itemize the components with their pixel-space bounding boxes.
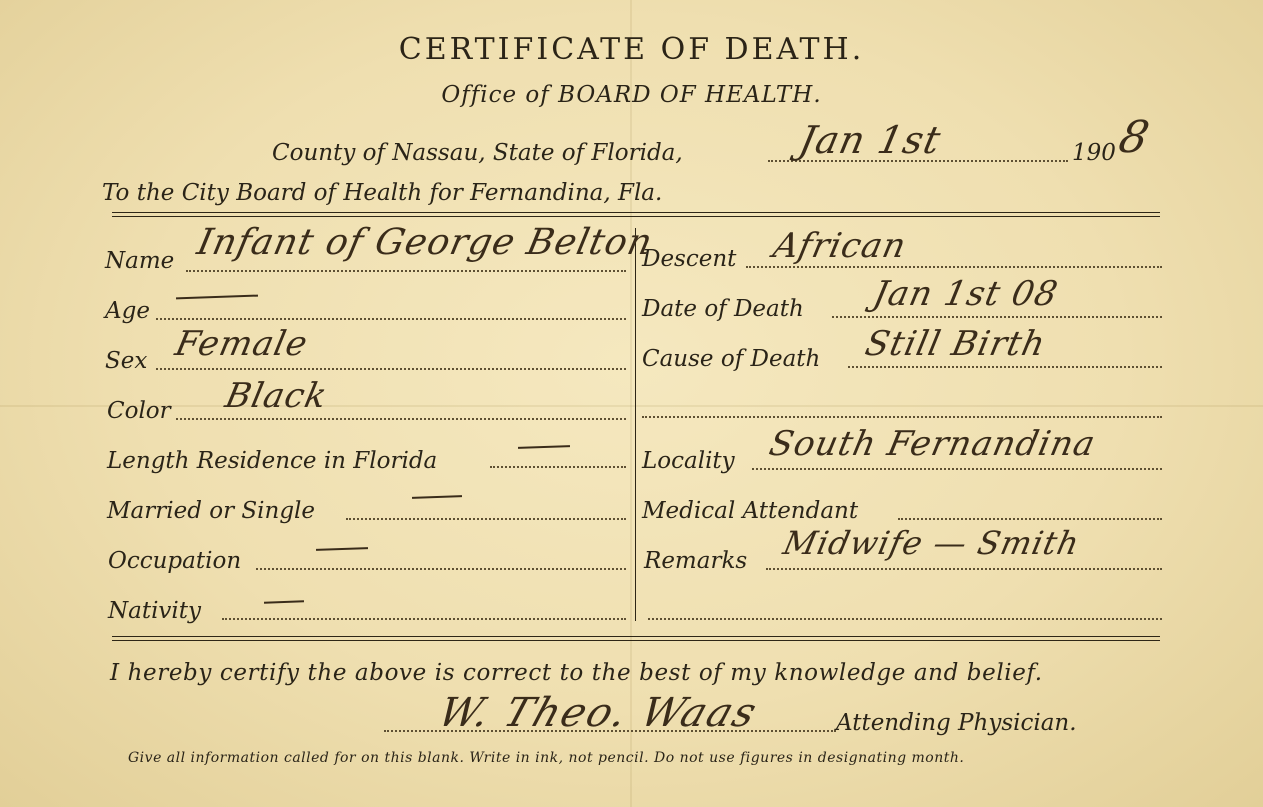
dotted-line bbox=[346, 518, 626, 520]
physician-role: Attending Physician. bbox=[836, 710, 1077, 736]
dotted-line bbox=[176, 418, 626, 420]
dotted-line bbox=[752, 468, 1162, 470]
dotted-line bbox=[256, 568, 626, 570]
field-label-married: Married or Single bbox=[107, 498, 316, 524]
office-subtitle: Office of BOARD OF HEALTH. bbox=[441, 82, 822, 108]
field-value-descent: African bbox=[769, 226, 911, 266]
footer-instructions: Give all information called for on this blank. Write in ink, not pencil. Do not use figures in designating month. bbox=[128, 750, 965, 766]
field-label-sex: Sex bbox=[105, 348, 148, 374]
blank-dash bbox=[412, 495, 462, 499]
column-divider bbox=[635, 228, 636, 621]
blank-dash bbox=[176, 295, 258, 300]
handwritten-date: Jan 1st bbox=[795, 118, 946, 162]
dotted-line bbox=[848, 366, 1162, 368]
field-label-cause-of-death: Cause of Death bbox=[642, 346, 821, 372]
dotted-line bbox=[642, 416, 1162, 418]
addressee-line: To the City Board of Health for Fernandina, Fla. bbox=[102, 180, 663, 206]
dotted-line bbox=[648, 618, 1162, 620]
dotted-line bbox=[898, 518, 1162, 520]
field-value-date-of-death: Jan 1st 08 bbox=[869, 274, 1062, 314]
county-line: County of Nassau, State of Florida, bbox=[272, 140, 683, 166]
field-label-remarks: Remarks bbox=[644, 548, 748, 574]
field-label-residence: Length Residence in Florida bbox=[107, 448, 438, 474]
field-label-medical-attendant: Medical Attendant bbox=[642, 498, 859, 524]
handwritten-year: 8 bbox=[1114, 112, 1155, 163]
double-rule-bottom bbox=[112, 640, 1160, 641]
dotted-line bbox=[490, 466, 626, 468]
field-value-cause-of-death: Still Birth bbox=[861, 324, 1050, 364]
blank-dash bbox=[316, 547, 368, 551]
certificate-title: CERTIFICATE OF DEATH. bbox=[398, 32, 865, 67]
field-label-age: Age bbox=[105, 298, 150, 324]
dotted-line bbox=[746, 266, 1162, 268]
dotted-line bbox=[766, 568, 1162, 570]
blank-dash bbox=[518, 445, 570, 449]
dotted-line bbox=[222, 618, 626, 620]
field-label-date-of-death: Date of Death bbox=[642, 296, 804, 322]
dotted-line bbox=[156, 368, 626, 370]
double-rule-top bbox=[112, 216, 1160, 217]
year-prefix: 190 bbox=[1072, 140, 1116, 166]
field-label-nativity: Nativity bbox=[108, 598, 202, 624]
field-label-descent: Descent bbox=[642, 246, 737, 272]
field-value-color: Black bbox=[221, 376, 332, 416]
dotted-line bbox=[832, 316, 1162, 318]
field-value-sex: Female bbox=[171, 324, 312, 364]
certification-statement: I hereby certify the above is correct to the best of my knowledge and belief. bbox=[110, 660, 1043, 686]
blank-dash bbox=[264, 600, 304, 603]
field-value-remarks: Midwife — Smith bbox=[779, 524, 1084, 562]
field-label-name: Name bbox=[105, 248, 175, 274]
field-label-occupation: Occupation bbox=[108, 548, 242, 574]
physician-signature: W. Theo. Waas bbox=[432, 690, 764, 736]
double-rule-bottom bbox=[112, 636, 1160, 637]
field-value-name: Infant of George Belton bbox=[193, 222, 657, 263]
field-label-color: Color bbox=[107, 398, 171, 424]
dotted-line bbox=[156, 318, 626, 320]
dotted-line bbox=[186, 270, 626, 272]
field-value-locality: South Fernandina bbox=[765, 424, 1100, 464]
double-rule-top bbox=[112, 212, 1160, 213]
field-label-locality: Locality bbox=[642, 448, 735, 474]
